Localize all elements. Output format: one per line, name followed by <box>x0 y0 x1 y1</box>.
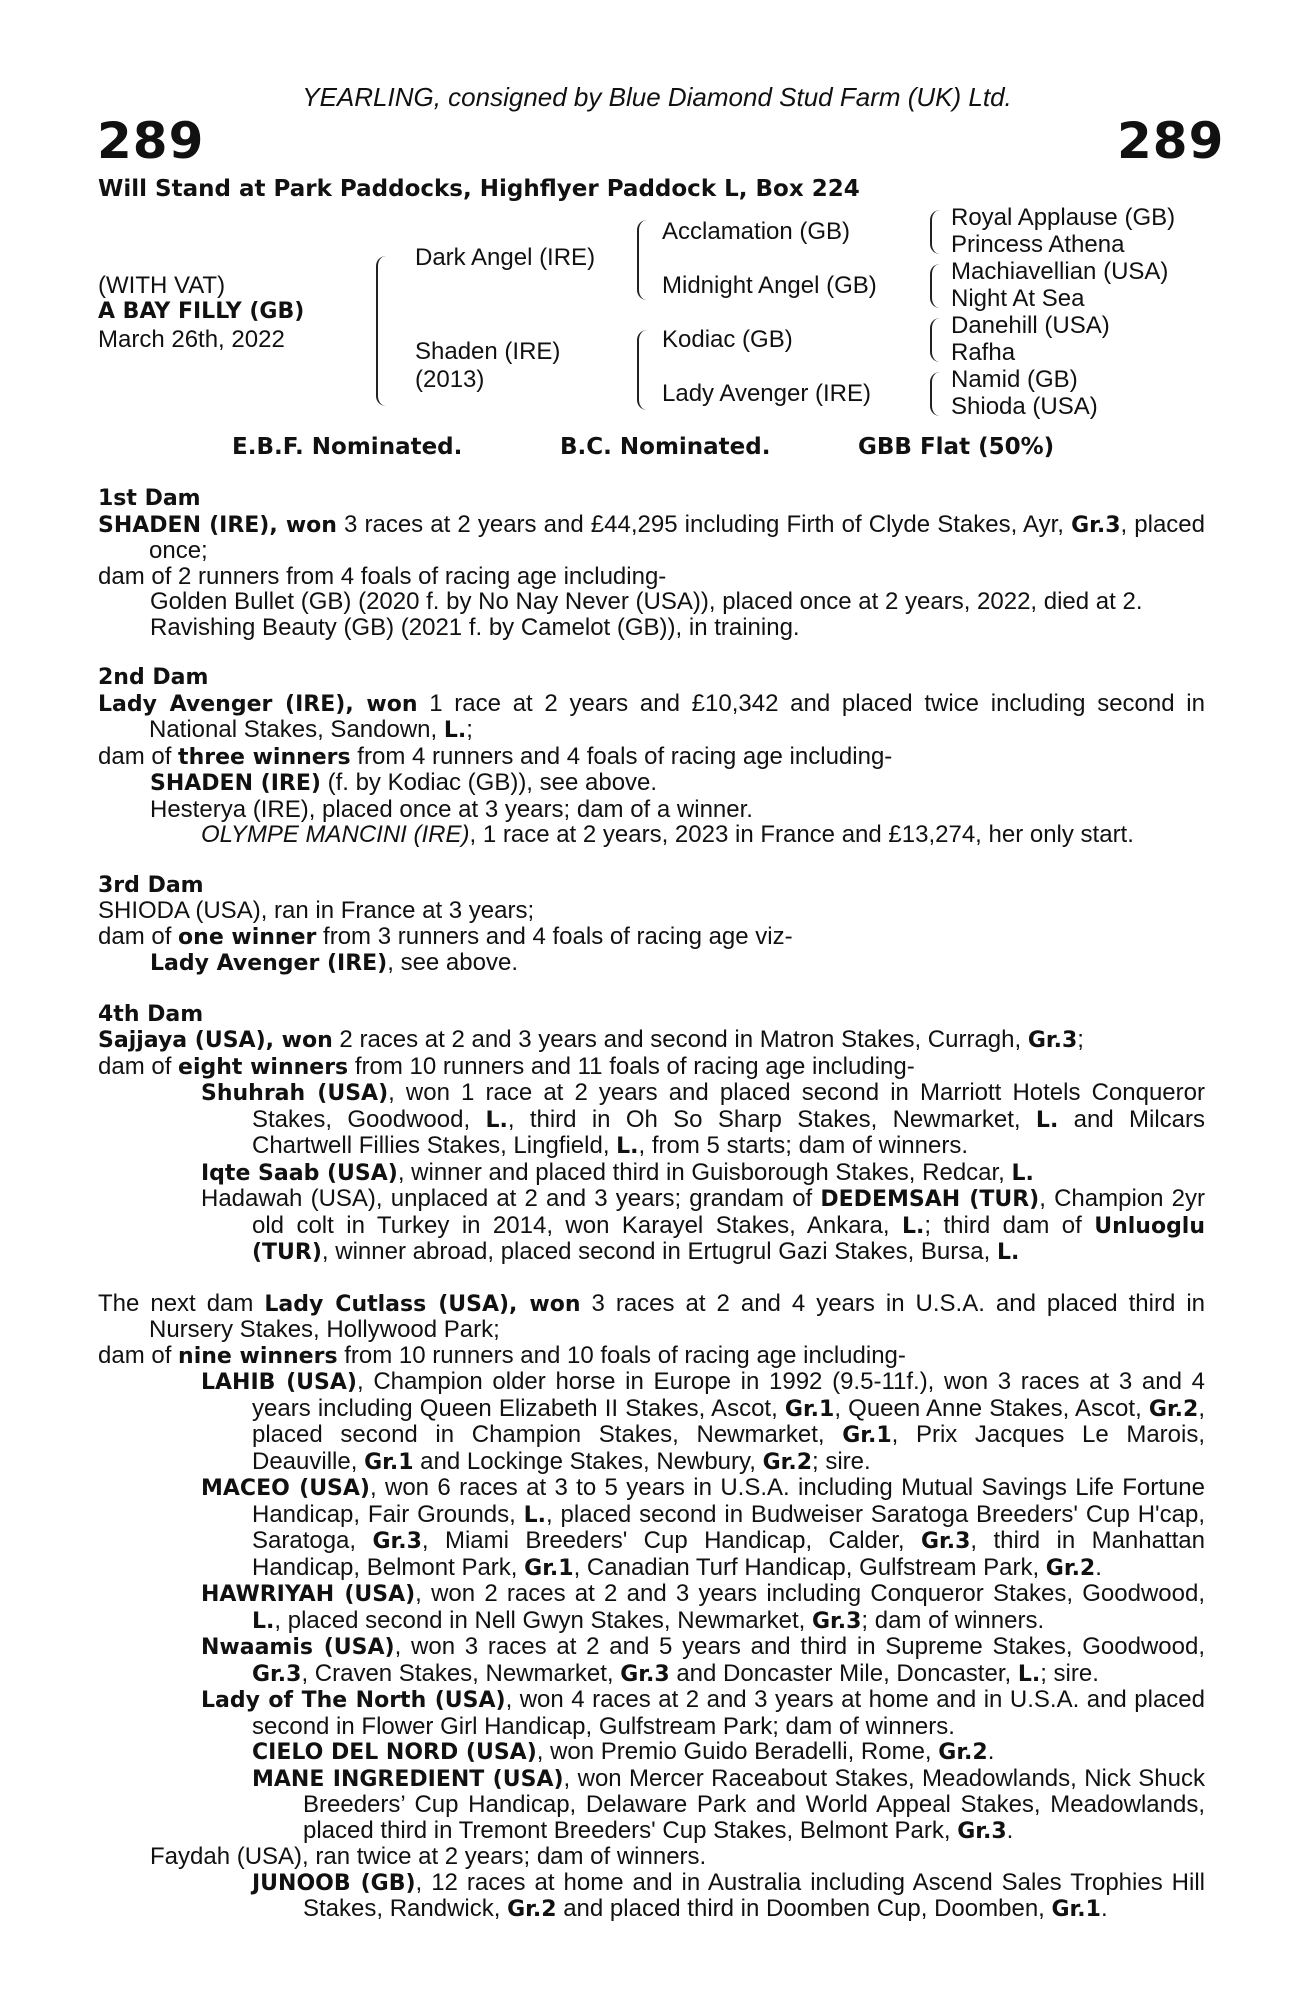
dam3-produce-a: dam of <box>98 922 179 950</box>
dam4-record <box>98 1027 1205 1054</box>
dam2-grandoffspring <box>98 822 1205 848</box>
maceo-f: . <box>1095 1553 1102 1581</box>
jun-b: and placed third in Doomben Cup, Doomben, <box>556 1895 1052 1922</box>
lahib-e: and Lockinge Stakes, Newbury, <box>413 1447 763 1475</box>
maceo-a: , won 6 races at 3 to 5 years in U.S.A. including Mutual Savings Life Fortune Handicap, Fair Grounds, <box>252 1474 1205 1528</box>
maceo-name: MACEO (USA) <box>201 1476 370 1501</box>
dam4-o2-a: , winner and placed third in Guisborough Stakes, Redcar, <box>397 1158 1012 1186</box>
cdn-a: , won Premio Guido Beradelli, Rome, <box>536 1738 939 1765</box>
dam2-o1-text: (f. by Kodiac (GB)), see above. <box>320 769 658 796</box>
dam1-name: SHADEN (IRE) <box>98 512 270 538</box>
bc-nominated: B.C. Nominated. <box>560 434 771 460</box>
vat-label: (WITH VAT) <box>98 272 226 299</box>
pedigree-g4: Night At Sea <box>951 285 1085 312</box>
lahib-g3: Gr.1 <box>842 1423 892 1448</box>
jun-name: JUNOOB (GB) <box>252 1870 416 1896</box>
section-heading-1st-dam: 1st Dam <box>98 486 201 511</box>
dam4-won: , won <box>265 1028 333 1053</box>
lahib-a: , Champion older horse in Europe in 1992 (9.5-11f.), won 3 races at 3 and 4 years including Queen Elizabeth II Stakes, Ascot, <box>252 1368 1206 1422</box>
lahib-g4: Gr.1 <box>364 1449 414 1475</box>
nw-a: , won 3 races at 2 and 5 years and third in Supreme Stakes, Goodwood, <box>394 1633 1206 1660</box>
dam3-produce <box>98 924 1205 951</box>
lot-number-left: 289 <box>97 112 205 170</box>
dam1-offspring-1: Golden Bullet (GB) (2020 f. by No Nay Never (USA)), placed once at 2 years, 2022, died at 2. <box>150 588 1143 615</box>
dam4-o1-l3: L. <box>616 1134 639 1159</box>
consignment-line: YEARLING, consigned by Blue Diamond Stud Farm (UK) Ltd. <box>302 82 1012 112</box>
dam3-offspring-1 <box>98 950 1205 977</box>
maceo-c: , Miami Breeders' Cup Handicap, Calder, <box>421 1527 921 1554</box>
dam4-text: 2 races at 2 and 3 years and second in Matron Stakes, Curragh, <box>332 1026 1028 1053</box>
dam2-produce-c: from 4 runners and 4 foals of racing age including- <box>350 742 893 770</box>
dam4-o1-l2: L. <box>1035 1107 1059 1133</box>
maceo-g2: Gr.3 <box>920 1529 971 1554</box>
stand-location: Will Stand at Park Paddocks, Highflyer Paddock L, Box 224 <box>98 176 860 202</box>
pedigree-brace-g3 <box>930 318 946 362</box>
dam4-o3-l2: L. <box>996 1240 1020 1265</box>
pedigree-brace-g2 <box>930 264 946 308</box>
pedigree-g3: Machiavellian (USA) <box>951 258 1169 285</box>
nextdam-produce <box>98 1343 1205 1370</box>
haw-l: L. <box>252 1608 275 1634</box>
dam4-o3-name: DEDEMSAH (TUR) <box>820 1187 1040 1212</box>
dam4-o3-d: , winner abroad, placed second in Ertugrul Gazi Stakes, Bursa, <box>321 1238 997 1265</box>
lahib-f: ; sire. <box>812 1447 871 1475</box>
pedigree-g7: Namid (GB) <box>951 366 1078 393</box>
cdn-b: . <box>987 1738 995 1765</box>
nw-d: ; sire. <box>1040 1659 1099 1687</box>
pedigree-brace-g1 <box>930 210 946 254</box>
dam4-o2-l: L. <box>1011 1160 1034 1186</box>
dam4-o1-a: , won 1 race at 2 years and placed second in Marriott Hotels Conqueror Stakes, Goodwood, <box>252 1079 1205 1133</box>
pedigree-dam-sire: Kodiac (GB) <box>662 326 793 353</box>
horse-name: A BAY FILLY (GB) <box>98 299 305 324</box>
mi-name: MANE INGREDIENT (USA) <box>252 1766 564 1792</box>
lahib-g2: Gr.2 <box>1148 1396 1199 1422</box>
maceo-g1: Gr.3 <box>372 1529 422 1554</box>
nextdam-grandoffspring-cielo <box>98 1739 1205 1766</box>
dam3-produce-b: one winner <box>178 924 317 950</box>
nextdam-name: Lady Cutlass (USA) <box>264 1291 510 1317</box>
dam4-name: Sajjaya (USA) <box>98 1028 266 1053</box>
maceo-l: L. <box>523 1502 547 1528</box>
horse-dob: March 26th, 2022 <box>98 326 285 353</box>
pedigree-g2: Princess Athena <box>951 231 1125 258</box>
lahib-d: , Prix Jacques Le Marois, Deauville, <box>252 1421 1206 1475</box>
pedigree-brace-g4 <box>930 372 946 416</box>
nextdam-offspring-lahib <box>98 1369 1205 1475</box>
lahib-g1: Gr.1 <box>784 1396 835 1422</box>
dam4-produce-a: dam of <box>98 1052 179 1080</box>
dam4-offspring-2 <box>98 1160 1205 1187</box>
dam4-offspring-3 <box>98 1186 1205 1266</box>
pedigree-brace-sire <box>637 220 653 300</box>
nextdam-text: 3 races at 2 and 4 years in U.S.A. and placed third in Nursery Stakes, Hollywood Park; <box>149 1289 1205 1343</box>
catalogue-body <box>98 486 1205 1923</box>
maceo-b: , placed second in Budweiser Saratoga Breeders' Cup H'cap, Saratoga, <box>252 1500 1205 1554</box>
dam3-produce-c: from 3 runners and 4 foals of racing age viz- <box>316 922 793 950</box>
nextdam-grandoffspring-mane <box>98 1766 1205 1845</box>
mi-b: . <box>1006 1816 1014 1844</box>
nextdam-won: , won <box>509 1291 581 1317</box>
next-dam-record <box>98 1291 1205 1343</box>
section-heading-4th-dam: 4th Dam <box>98 1001 204 1027</box>
haw-c: ; dam of winners. <box>861 1606 1045 1634</box>
pedigree-sire-sire: Acclamation (GB) <box>662 218 851 245</box>
lotn-a: , won 4 races at 2 and 3 years at home and in U.S.A. and placed second in Flower Girl Handicap, Gulfstream Park; dam of winners. <box>252 1686 1205 1740</box>
pedigree-g8: Shioda (USA) <box>951 393 1098 420</box>
dam4-o1-b: , third in Oh So Sharp Stakes, Newmarket, <box>507 1105 1036 1133</box>
dam1-record <box>98 512 1205 564</box>
dam2-produce-a: dam of <box>98 742 179 770</box>
maceo-g4: Gr.2 <box>1045 1555 1096 1581</box>
dam4-offspring-1 <box>98 1080 1205 1160</box>
dam2-won: , won <box>345 691 418 717</box>
nextdam-grandoffspring-junoob <box>98 1870 1205 1923</box>
dam4-o1-d: , from 5 starts; dam of winners. <box>638 1132 968 1159</box>
dam2-end: ; <box>466 716 473 743</box>
dam1-offspring-2: Ravishing Beauty (GB) (2021 f. by Camelot (GB)), in training. <box>150 613 800 641</box>
dam4-o3-name2: Unluoglu (TUR) <box>252 1213 1206 1265</box>
dam2-produce <box>98 744 1205 771</box>
dam4-end: ; <box>1077 1026 1084 1053</box>
maceo-d: , third in Manhattan Handicap, Belmont Park, <box>252 1527 1206 1581</box>
haw-g: Gr.3 <box>811 1608 862 1634</box>
gbb-flat: GBB Flat (50%) <box>858 434 1055 460</box>
dam1-produce: dam of 2 runners from 4 foals of racing age including- <box>98 562 667 590</box>
mi-g: Gr.3 <box>957 1818 1007 1844</box>
dam2-o1-name: SHADEN (IRE) <box>150 771 321 796</box>
nextdam-produce-b: nine winners <box>178 1343 338 1369</box>
jun-g1: Gr.2 <box>507 1897 557 1922</box>
dam4-produce <box>98 1054 1205 1081</box>
jun-g2: Gr.1 <box>1051 1897 1101 1922</box>
nw-l: L. <box>1017 1661 1041 1687</box>
pedigree-brace-dam <box>637 330 653 410</box>
pedigree-dam: Shaden (IRE) <box>415 338 561 365</box>
dam2-offspring-2: Hesterya (IRE), placed once at 3 years; dam of a winner. <box>150 795 753 823</box>
dam4-produce-b: eight winners <box>178 1054 349 1080</box>
mi-a: , won Mercer Raceabout Stakes, Meadowlands, Nick Shuck Breeders’ Cup Handicap, Delaware Park and World Appeal Stakes, Meadowlands, placed third in Tremont Breeders' Cup Stakes, Belmont Park, <box>303 1764 1206 1844</box>
lotn-name: Lady of The North (USA) <box>201 1688 506 1713</box>
dam4-grade: Gr.3 <box>1027 1028 1078 1053</box>
dam2-text: 1 race at 2 years and £10,342 and placed twice including second in National Stakes, Sandown, <box>149 689 1205 743</box>
ebf-nominated: E.B.F. Nominated. <box>232 434 463 460</box>
lot-number-right: 289 <box>1117 112 1225 170</box>
dam1-grade: Gr.3 <box>1071 512 1121 538</box>
pedigree-g1: Royal Applause (GB) <box>951 204 1176 231</box>
dam1-won: , won <box>269 512 337 538</box>
dam2-offspring-1 <box>98 770 1205 797</box>
maceo-e: , Canadian Turf Handicap, Gulfstream Park, <box>573 1553 1046 1581</box>
jun-c: . <box>1100 1895 1108 1922</box>
dam2-record <box>98 691 1205 744</box>
nextdam-offspring-hawriyah <box>98 1581 1205 1634</box>
nextdam-offspring-lady-of-the-north <box>98 1687 1205 1739</box>
nextdam-intro: The next dam <box>98 1289 265 1317</box>
lahib-name: LAHIB (USA) <box>201 1370 357 1395</box>
dam4-o3-l1: L. <box>902 1213 925 1239</box>
cdn-name: CIELO DEL NORD (USA) <box>252 1740 537 1765</box>
pedigree-dam-year: (2013) <box>415 366 485 393</box>
dam4-o2-name: Iqte Saab (USA) <box>201 1160 398 1186</box>
maceo-g3: Gr.1 <box>524 1555 574 1581</box>
pedigree-g5: Danehill (USA) <box>951 312 1110 339</box>
dam4-o3-a: Hadawah (USA), unplaced at 2 and 3 years; grandam of <box>201 1185 821 1212</box>
cdn-g: Gr.2 <box>938 1740 988 1765</box>
jun-a: , 12 races at home and in Australia including Ascend Sales Trophies Hill Stakes, Randwick, <box>303 1868 1206 1922</box>
nextdam-offspring-nwaamis <box>98 1634 1205 1687</box>
lahib-g5: Gr.2 <box>762 1449 813 1475</box>
nextdam-produce-a: dam of <box>98 1341 179 1369</box>
dam4-o1-name: Shuhrah (USA) <box>201 1081 389 1106</box>
lahib-c: , placed second in Champion Stakes, Newmarket, <box>252 1394 1205 1448</box>
section-heading-3rd-dam: 3rd Dam <box>98 872 204 898</box>
nw-b: , Craven Stakes, Newmarket, <box>301 1659 621 1687</box>
nextdam-offspring-faydah: Faydah (USA), ran twice at 2 years; dam of winners. <box>150 1843 707 1870</box>
pedigree-g6: Rafha <box>951 339 1016 366</box>
pedigree-dam-dam: Lady Avenger (IRE) <box>662 380 872 407</box>
nextdam-offspring-maceo <box>98 1475 1205 1581</box>
dam4-o3-b: , Champion 2yr old colt in Turkey in 2014, won Karayel Stakes, Ankara, <box>252 1185 1205 1239</box>
haw-name: HAWRIYAH (USA) <box>201 1582 416 1607</box>
dam2-listed: L. <box>443 718 467 743</box>
dam4-o1-c: and Milcars Chartwell Fillies Stakes, Lingfield, <box>252 1105 1205 1159</box>
dam2-o3-text: , 1 race at 2 years, 2023 in France and £13,274, her only start. <box>469 821 1134 848</box>
haw-a: , won 2 races at 2 and 3 years including Conqueror Stakes, Goodwood, <box>415 1580 1205 1607</box>
dam3-o1-text: , see above. <box>387 949 518 976</box>
nw-c: and Doncaster Mile, Doncaster, <box>669 1659 1018 1687</box>
haw-b: , placed second in Nell Gwyn Stakes, Newmarket, <box>274 1606 812 1634</box>
dam4-o3-c: ; third dam of <box>924 1211 1095 1239</box>
pedigree-sire: Dark Angel (IRE) <box>415 244 596 271</box>
dam3-record: SHIODA (USA), ran in France at 3 years; <box>98 897 535 924</box>
nw-g1: Gr.3 <box>252 1661 302 1687</box>
nw-name: Nwaamis (USA) <box>201 1635 395 1660</box>
dam3-o1-name: Lady Avenger (IRE) <box>150 951 388 976</box>
pedigree-brace-main <box>376 256 392 406</box>
nextdam-produce-c: from 10 runners and 10 foals of racing age including- <box>337 1341 906 1369</box>
dam1-text-end: , placed once; <box>149 510 1205 564</box>
dam2-name: Lady Avenger (IRE) <box>98 691 346 717</box>
lahib-b: , Queen Anne Stakes, Ascot, <box>834 1394 1149 1422</box>
section-heading-2nd-dam: 2nd Dam <box>98 665 209 690</box>
dam1-text: 3 races at 2 years and £44,295 including Firth of Clyde Stakes, Ayr, <box>336 510 1072 538</box>
dam4-produce-c: from 10 runners and 11 foals of racing age including- <box>348 1052 915 1080</box>
dam2-produce-b: three winners <box>178 744 351 770</box>
pedigree-sire-dam: Midnight Angel (GB) <box>662 272 877 299</box>
dam2-o3-name: OLYMPE MANCINI (IRE) <box>201 821 470 848</box>
dam4-o1-l1: L. <box>485 1107 508 1133</box>
nw-g2: Gr.3 <box>620 1661 670 1687</box>
